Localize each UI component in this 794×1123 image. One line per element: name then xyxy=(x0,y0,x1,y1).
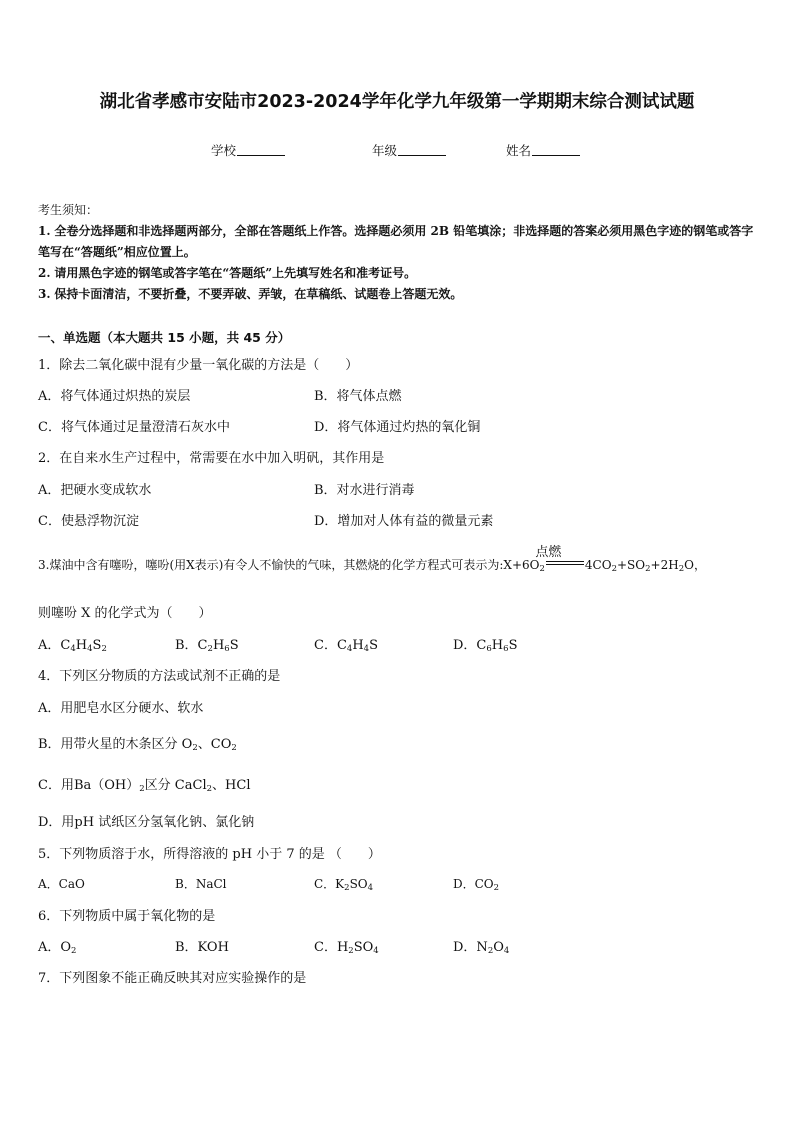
notice-item-2: 2. 请用黑色字迹的钢笔或答字笔在“答题纸”上先填写姓名和准考证号。 xyxy=(38,266,417,280)
name-label: 姓名 xyxy=(506,143,532,158)
school-label: 学校 xyxy=(211,143,237,158)
name-field[interactable] xyxy=(506,141,580,159)
question-1-stem: 1．除去二氧化碳中混有少量一氧化碳的方法是（ ） xyxy=(38,358,359,373)
question-5-option-a[interactable]: A．CaO xyxy=(38,877,85,891)
student-info-fields xyxy=(0,141,794,161)
school-blank[interactable] xyxy=(237,142,285,156)
question-2-option-c[interactable]: C．使悬浮物沉淀 xyxy=(38,514,139,529)
question-4-option-b[interactable]: B．用带火星的木条区分 $O_2$、$CO_2$ xyxy=(38,737,237,753)
equation-arrow xyxy=(546,561,584,565)
question-6-option-c[interactable]: C．$H_2SO_4$ xyxy=(314,940,379,956)
question-3-option-c[interactable]: C．$C_4H_4S$ xyxy=(314,638,378,654)
question-4-option-d[interactable]: D．用pH 试纸区分氢氧化钠、氯化钠 xyxy=(38,815,255,830)
notice-heading: 考生须知： xyxy=(38,203,99,217)
question-1-option-d[interactable]: D．将气体通过灼热的氧化铜 xyxy=(314,420,481,435)
question-1-option-a[interactable]: A．将气体通过炽热的炭层 xyxy=(38,389,191,404)
question-5-option-b[interactable]: B．NaCl xyxy=(175,877,227,891)
question-3-option-b[interactable]: B．$C_2H_6S$ xyxy=(175,638,239,654)
equation-condition: 点燃 xyxy=(535,545,562,560)
question-5-stem: 5．下列物质溶于水，所得溶液的 pH 小于 7 的是 （ ） xyxy=(38,847,381,862)
notice-item-1: 1. 全卷分选择题和非选择题两部分，全部在答题纸上作答。选择题必须用 2B 铅笔填涂；非选择题的答案必须用黑色字迹的钢笔或答字笔写在“答题纸”相应位置上。 xyxy=(38,224,754,259)
notice-item-3: 3. 保持卡面清洁，不要折叠，不要弄破、弄皱，在草稿纸、试题卷上答题无效。 xyxy=(38,287,463,301)
name-blank[interactable] xyxy=(532,142,580,156)
question-3-stem-2: 则噻吩 X 的化学式为（ ） xyxy=(38,606,212,621)
question-4-option-a[interactable]: A．用肥皂水区分硬水、软水 xyxy=(38,701,204,716)
question-6-option-b[interactable]: B．KOH xyxy=(175,940,229,955)
question-6-option-d[interactable]: D．$N_2O_4$ xyxy=(453,940,510,956)
question-3-option-d[interactable]: D．$C_6H_6S$ xyxy=(453,638,518,654)
question-6-stem: 6．下列物质中属于氧化物的是 xyxy=(38,909,216,924)
page-title: 湖北省孝感市安陆市2023-2024学年化学九年级第一学期期末综合测试试题 xyxy=(99,92,695,112)
question-7-stem: 7．下列图象不能正确反映其对应实验操作的是 xyxy=(38,971,307,986)
question-1-option-b[interactable]: B．将气体点燃 xyxy=(314,389,402,404)
question-2-option-d[interactable]: D．增加对人体有益的微量元素 xyxy=(314,514,494,529)
school-field[interactable] xyxy=(211,141,285,159)
grade-label: 年级 xyxy=(372,143,398,158)
question-5-option-c[interactable]: C．$K_2SO_4$ xyxy=(314,877,374,893)
question-5-option-d[interactable]: D．$CO_2$ xyxy=(453,877,500,893)
question-6-option-a[interactable]: A．$O_2$ xyxy=(38,940,77,956)
exam-notice xyxy=(38,200,758,305)
question-3-option-a[interactable]: A．$C_4H_4S_2$ xyxy=(38,638,107,654)
question-3-stem: 3.煤油中含有噻吩，噻吩(用X表示)有令人不愉快的气味，其燃烧的化学方程式可表示为$:X+6O_2$ 点燃 $4CO_2+SO_2+2H_2O$， xyxy=(38,556,706,573)
question-1-option-c[interactable]: C．将气体通过足量澄清石灰水中 xyxy=(38,420,230,435)
grade-blank[interactable] xyxy=(398,142,446,156)
question-2-stem: 2．在自来水生产过程中，常需要在水中加入明矾，其作用是 xyxy=(38,451,385,466)
question-4-stem: 4．下列区分物质的方法或试剂不正确的是 xyxy=(38,669,281,684)
question-2-option-a[interactable]: A．把硬水变成软水 xyxy=(38,483,152,498)
question-2-option-b[interactable]: B．对水进行消毒 xyxy=(314,483,415,498)
question-4-option-c[interactable]: C．用$Ba(OH)_2$区分 CaCl$_2$、HCl xyxy=(38,778,251,794)
combustion-equation: $X+6O_2$ 点燃 $4CO_2+SO_2+2H_2O$， xyxy=(503,556,706,573)
section-heading: 一、单选题（本大题共 15 小题，共 45 分） xyxy=(38,330,291,345)
grade-field[interactable] xyxy=(372,141,446,159)
